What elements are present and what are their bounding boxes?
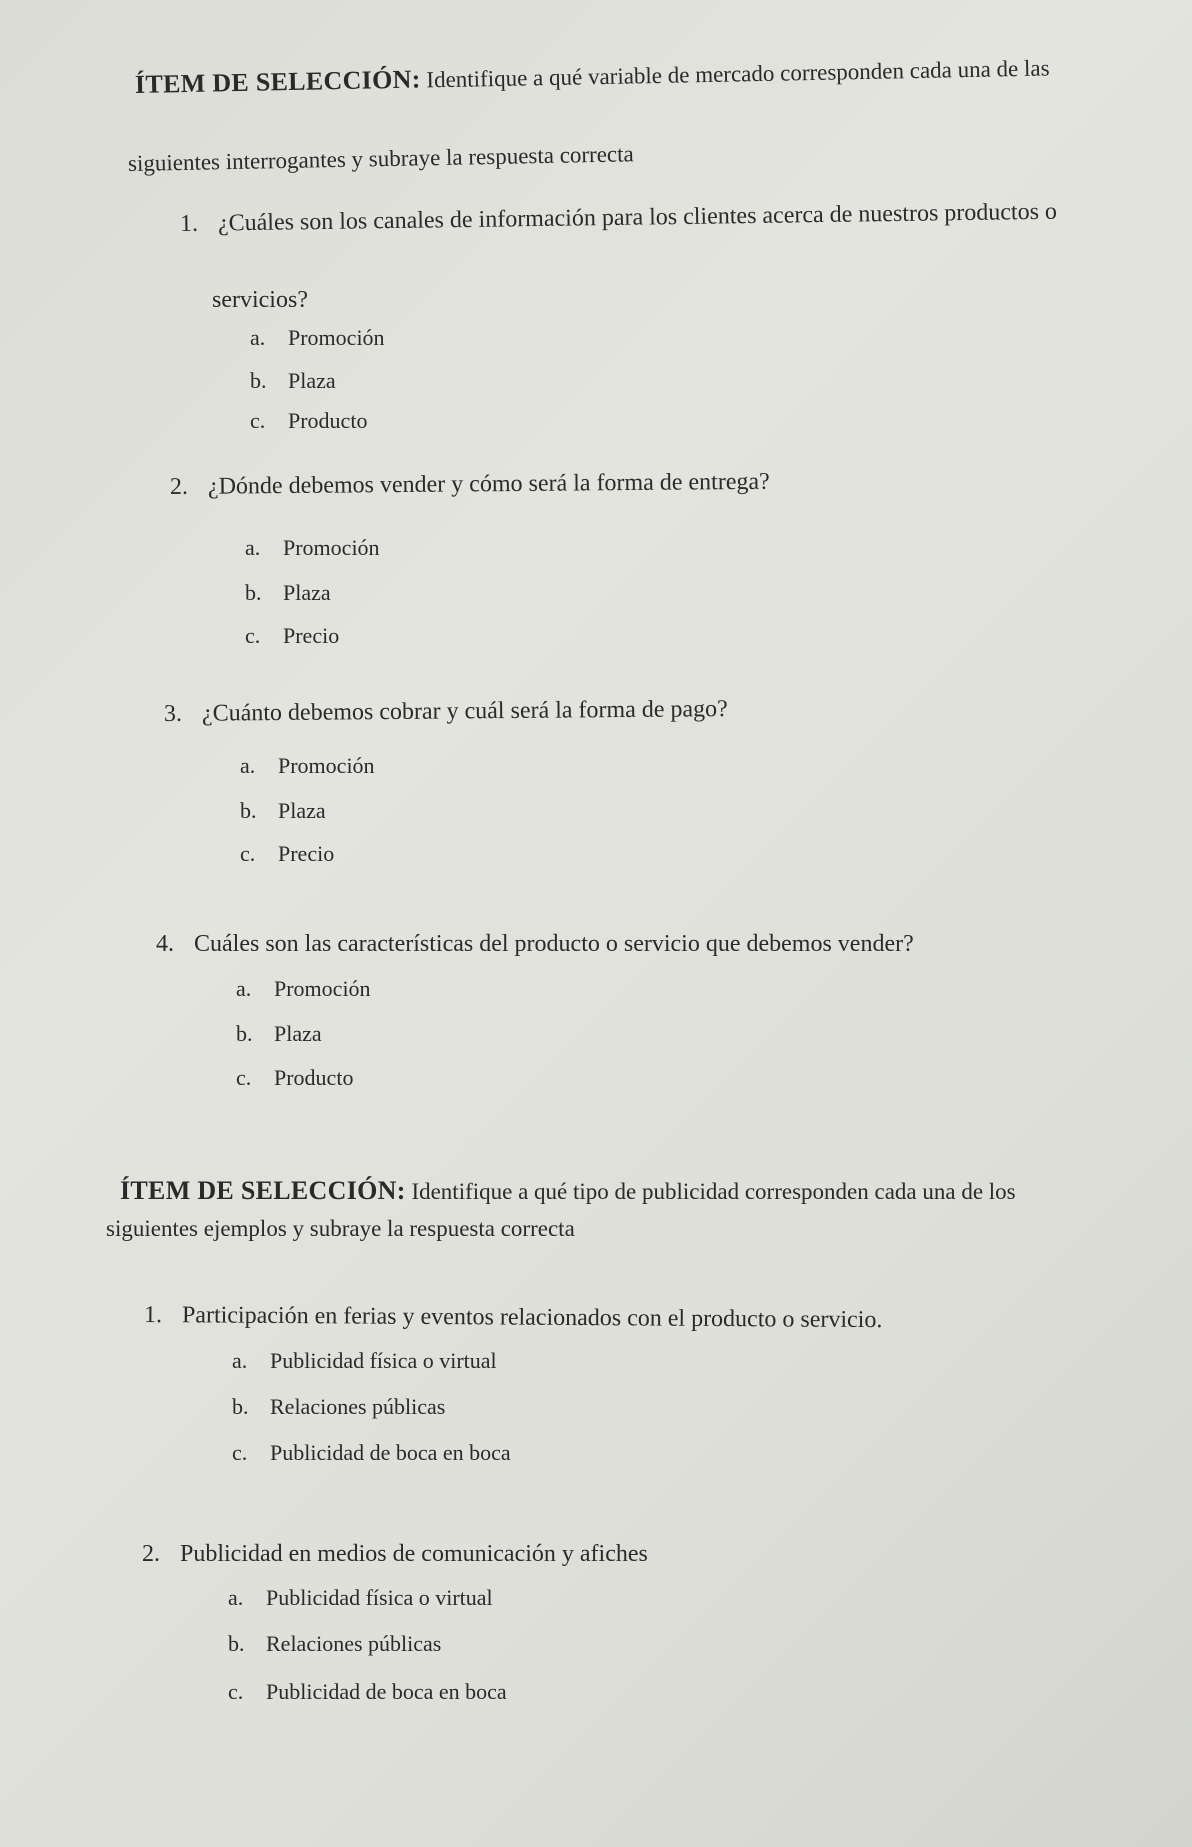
section2-heading-keyword: ÍTEM DE SELECCIÓN: [120, 1176, 406, 1205]
s1-question-2-text: ¿Dónde debemos vender y cómo será la forma de entrega? [207, 468, 770, 500]
s2-q2-option-c[interactable] [228, 1681, 507, 1703]
option-text: Relaciones públicas [266, 1631, 442, 1656]
option-letter: c. [245, 623, 261, 648]
s1-question-3-text: ¿Cuánto debemos cobrar y cuál será la forma de pago? [201, 696, 728, 727]
option-text: Plaza [283, 580, 331, 605]
s2-q1-option-a[interactable] [232, 1350, 497, 1372]
option-text: Publicidad de boca en boca [266, 1679, 507, 1704]
option-text: Plaza [278, 798, 326, 823]
option-text: Promoción [288, 325, 385, 350]
s1-question-2 [170, 470, 770, 499]
section2-heading [120, 1178, 1016, 1204]
option-text: Precio [278, 841, 335, 866]
s1-question-4 [156, 932, 914, 956]
s1-q2-option-a[interactable] [245, 537, 380, 559]
s2-q2-option-a[interactable] [228, 1587, 493, 1609]
s1-q1-option-b[interactable] [250, 370, 336, 392]
s1-q3-option-a[interactable] [240, 755, 375, 777]
s1-q1-option-c[interactable] [250, 410, 367, 432]
s1-q3-option-b[interactable] [240, 800, 326, 822]
s2-question-2-number: 2. [142, 1541, 160, 1567]
s2-question-1-text: Participación en ferias y eventos relacionados con el producto o servicio. [181, 1302, 883, 1334]
option-text: Precio [283, 623, 340, 648]
option-text: Promoción [274, 976, 371, 1001]
option-text: Publicidad de boca en boca [270, 1440, 511, 1465]
s2-question-2 [142, 1542, 648, 1566]
s1-q2-option-c[interactable] [245, 625, 339, 647]
s1-q2-option-b[interactable] [245, 582, 331, 604]
option-letter: a. [228, 1585, 244, 1610]
option-text: Promoción [278, 753, 375, 778]
s2-question-1 [144, 1303, 883, 1332]
option-letter: b. [250, 368, 267, 393]
s2-q1-option-c[interactable] [232, 1442, 511, 1464]
s1-question-3 [164, 697, 728, 726]
option-text: Publicidad física o virtual [266, 1585, 493, 1610]
option-letter: b. [245, 580, 262, 605]
option-text: Promoción [283, 535, 380, 560]
option-letter: a. [250, 325, 266, 350]
s1-q4-option-a[interactable] [236, 978, 371, 1000]
s1-q4-option-c[interactable] [236, 1067, 353, 1089]
option-letter: a. [236, 976, 252, 1001]
section1-heading-text: Identifique a qué variable de mercado corresponden cada una de las [426, 55, 1050, 93]
option-letter: c. [228, 1679, 244, 1704]
option-text: Producto [274, 1065, 354, 1090]
section1-heading [135, 54, 1050, 98]
s1-q1-option-a[interactable] [250, 327, 385, 349]
s2-question-1-number: 1. [143, 1302, 163, 1329]
option-letter: c. [240, 841, 256, 866]
option-letter: b. [232, 1394, 249, 1419]
section2-heading-text: Identifique a qué tipo de publicidad corresponden cada una de los [411, 1179, 1016, 1204]
s1-q4-option-b[interactable] [236, 1023, 322, 1045]
s1-question-4-text: Cuáles son las características del producto o servicio que debemos vender? [194, 931, 914, 957]
option-letter: c. [236, 1065, 252, 1090]
section1-heading-line2: siguientes interrogantes y subraye la respuesta correcta [127, 141, 634, 176]
section2-heading-line2: siguientes ejemplos y subraye la respuesta correcta [106, 1216, 575, 1241]
option-text: Publicidad física o virtual [270, 1348, 497, 1373]
s1-question-1 [180, 200, 1057, 236]
option-letter: c. [250, 408, 266, 433]
s1-question-3-number: 3. [163, 700, 183, 727]
option-letter: b. [228, 1631, 245, 1656]
s1-question-1-number: 1. [179, 210, 199, 237]
s1-q3-option-c[interactable] [240, 843, 334, 865]
option-letter: b. [240, 798, 257, 823]
option-letter: a. [240, 753, 256, 778]
s1-question-2-number: 2. [169, 473, 189, 500]
option-letter: a. [232, 1348, 248, 1373]
option-letter: a. [245, 535, 261, 560]
s1-question-4-number: 4. [156, 931, 174, 957]
s1-question-1-text: ¿Cuáles son los canales de información para los clientes acerca de nuestros productos o [217, 198, 1058, 237]
s2-q2-option-b[interactable] [228, 1633, 441, 1655]
option-text: Relaciones públicas [270, 1394, 446, 1419]
option-letter: c. [232, 1440, 248, 1465]
option-text: Plaza [274, 1021, 322, 1046]
s1-question-1-text-line2: servicios? [212, 287, 308, 313]
s2-question-2-text: Publicidad en medios de comunicación y afiches [180, 1541, 648, 1567]
s2-q1-option-b[interactable] [232, 1396, 445, 1418]
option-text: Plaza [288, 368, 336, 393]
section1-heading-keyword: ÍTEM DE SELECCIÓN: [134, 64, 421, 99]
option-letter: b. [236, 1021, 253, 1046]
option-text: Producto [288, 408, 368, 433]
